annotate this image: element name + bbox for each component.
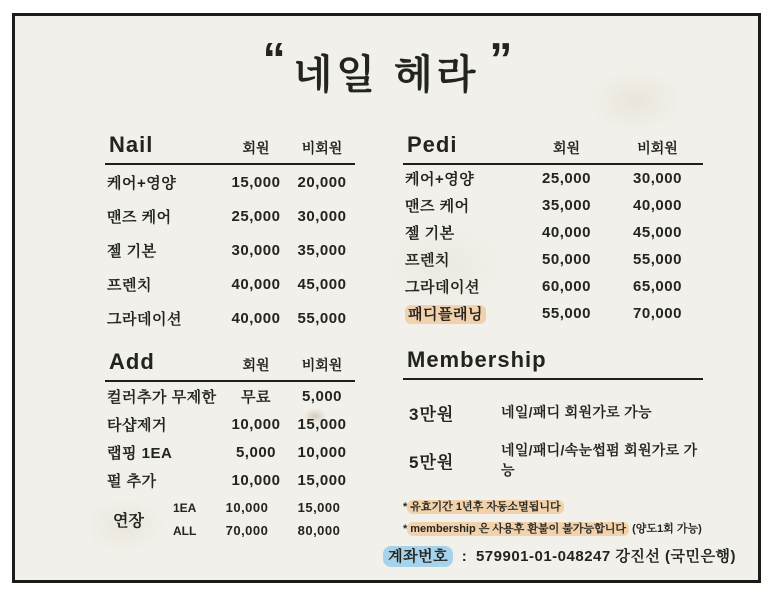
divider <box>403 378 703 380</box>
membership-plan <box>403 388 703 436</box>
pedi-section <box>403 128 703 327</box>
table-row <box>105 267 355 301</box>
close-quote: ” <box>489 33 511 85</box>
member-price: 25,000 <box>231 207 281 225</box>
page-title <box>15 34 758 108</box>
member-price: 무료 <box>241 388 271 406</box>
membership-plan <box>403 436 703 484</box>
unit-label: ALL <box>173 523 197 538</box>
note-star: * <box>403 523 408 535</box>
member-price: 55,000 <box>542 305 591 322</box>
nonmember-price: 15,000 <box>297 415 347 433</box>
note-line <box>403 496 703 518</box>
pedi-section-header <box>403 128 703 158</box>
nonmember-price: 80,000 <box>297 523 341 538</box>
nonmember-column-header: 비회원 <box>301 140 343 156</box>
table-row <box>403 165 703 192</box>
service-label: 젤 기본 <box>107 242 157 260</box>
add-rows <box>105 382 355 494</box>
service-label: 그라데이션 <box>405 279 480 296</box>
unit-label: 1EA <box>173 500 197 515</box>
plan-description: 네일/패디/속눈썹펌 회원가로 가능 <box>501 442 698 478</box>
member-price: 10,000 <box>225 500 269 515</box>
table-row <box>105 301 355 335</box>
highlight-marker: membership 은 사용후 환불이 불가능합니다 <box>407 522 629 536</box>
nonmember-price: 65,000 <box>633 278 682 295</box>
service-label <box>403 303 521 324</box>
table-row <box>403 192 703 219</box>
member-price: 40,000 <box>542 224 591 241</box>
plan-description: 네일/패디 회원가로 가능 <box>501 404 652 420</box>
table-row <box>105 233 355 267</box>
nonmember-column-header: 비회원 <box>301 357 343 373</box>
table-row <box>105 466 355 494</box>
service-label: 케어+영양 <box>107 174 177 192</box>
service-label: 펄 추가 <box>107 472 157 490</box>
nail-rows <box>105 165 355 335</box>
member-price: 70,000 <box>225 523 269 538</box>
table-row <box>105 438 355 466</box>
pedi-rows <box>403 165 703 327</box>
open-quote: “ <box>262 33 284 85</box>
table-row <box>105 199 355 233</box>
account-number: 579901-01-048247 강진선 (국민은행) <box>475 548 736 565</box>
nonmember-price: 30,000 <box>297 207 347 225</box>
membership-section <box>403 343 703 540</box>
member-price: 35,000 <box>542 197 591 214</box>
note-line <box>403 518 703 540</box>
table-row <box>167 496 355 519</box>
member-price: 25,000 <box>542 170 591 187</box>
service-label: 프렌치 <box>107 276 152 294</box>
left-column <box>105 126 355 542</box>
plan-price: 5만원 <box>409 452 455 472</box>
add-section-header <box>105 345 355 375</box>
salon-name: 네일 헤라 <box>293 52 480 97</box>
member-price: 30,000 <box>231 241 281 259</box>
price-sheet <box>12 13 761 583</box>
table-row <box>403 246 703 273</box>
note-plain: (양도1회 가능) <box>629 523 702 535</box>
nonmember-price: 45,000 <box>297 275 347 293</box>
right-column <box>403 126 703 542</box>
account-separator: : <box>461 548 468 565</box>
note-star: * <box>403 501 408 513</box>
nail-section-header <box>105 128 355 158</box>
nonmember-price: 30,000 <box>633 170 682 187</box>
table-row <box>167 519 355 542</box>
service-label: 연장 <box>113 512 144 530</box>
member-price: 40,000 <box>231 309 281 327</box>
member-price: 15,000 <box>231 173 281 191</box>
highlight-marker: 유효기간 1년후 자동소멸됩니다 <box>407 500 563 514</box>
member-price: 50,000 <box>542 251 591 268</box>
membership-section-title: Membership <box>407 347 547 372</box>
nonmember-price: 15,000 <box>297 471 347 489</box>
nonmember-price: 70,000 <box>633 305 682 322</box>
member-column-header: 회원 <box>552 140 581 156</box>
member-price: 5,000 <box>235 443 277 461</box>
table-row-highlighted <box>403 300 703 327</box>
member-price: 10,000 <box>231 471 281 489</box>
add-section-title: Add <box>109 349 155 374</box>
service-label: 프렌치 <box>405 252 450 269</box>
extension-row <box>105 496 355 542</box>
content-columns <box>15 126 758 542</box>
nonmember-price: 15,000 <box>297 500 341 515</box>
membership-notes <box>403 496 703 540</box>
service-label: 컬러추가 무제한 <box>107 388 217 406</box>
nonmember-price: 5,000 <box>301 387 343 405</box>
nonmember-price: 35,000 <box>297 241 347 259</box>
table-row <box>105 410 355 438</box>
member-price: 40,000 <box>231 275 281 293</box>
nonmember-price: 20,000 <box>297 173 347 191</box>
nonmember-price: 40,000 <box>633 197 682 214</box>
nail-section-title: Nail <box>109 132 154 157</box>
nonmember-price: 45,000 <box>633 224 682 241</box>
nonmember-price: 55,000 <box>297 309 347 327</box>
membership-plans <box>403 388 703 484</box>
member-column-header: 회원 <box>242 140 270 156</box>
service-label: 케어+영양 <box>405 171 475 188</box>
membership-section-header <box>403 343 703 373</box>
account-label: 계좌번호 <box>383 546 453 567</box>
pedi-section-title: Pedi <box>407 132 458 157</box>
plan-price: 3만원 <box>409 404 455 424</box>
table-row <box>403 219 703 246</box>
service-label: 그라데이션 <box>107 310 182 328</box>
service-label: 랩핑 1EA <box>107 444 173 462</box>
account-line <box>383 545 736 566</box>
nonmember-price: 55,000 <box>633 251 682 268</box>
nail-section <box>105 128 355 335</box>
table-row <box>403 273 703 300</box>
table-row <box>105 382 355 410</box>
nonmember-column-header: 비회원 <box>637 140 678 156</box>
extension-sub-rows <box>167 496 355 542</box>
service-label: 맨즈 케어 <box>107 208 172 226</box>
member-column-header: 회원 <box>242 357 270 373</box>
table-row <box>105 165 355 199</box>
member-price: 10,000 <box>231 415 281 433</box>
add-section <box>105 345 355 542</box>
nonmember-price: 10,000 <box>297 443 347 461</box>
highlight-marker: 패디플래닝 <box>405 305 486 324</box>
service-label: 맨즈 케어 <box>405 198 470 215</box>
service-label: 젤 기본 <box>405 225 455 242</box>
member-price: 60,000 <box>542 278 591 295</box>
service-label: 타샵제거 <box>107 416 167 434</box>
